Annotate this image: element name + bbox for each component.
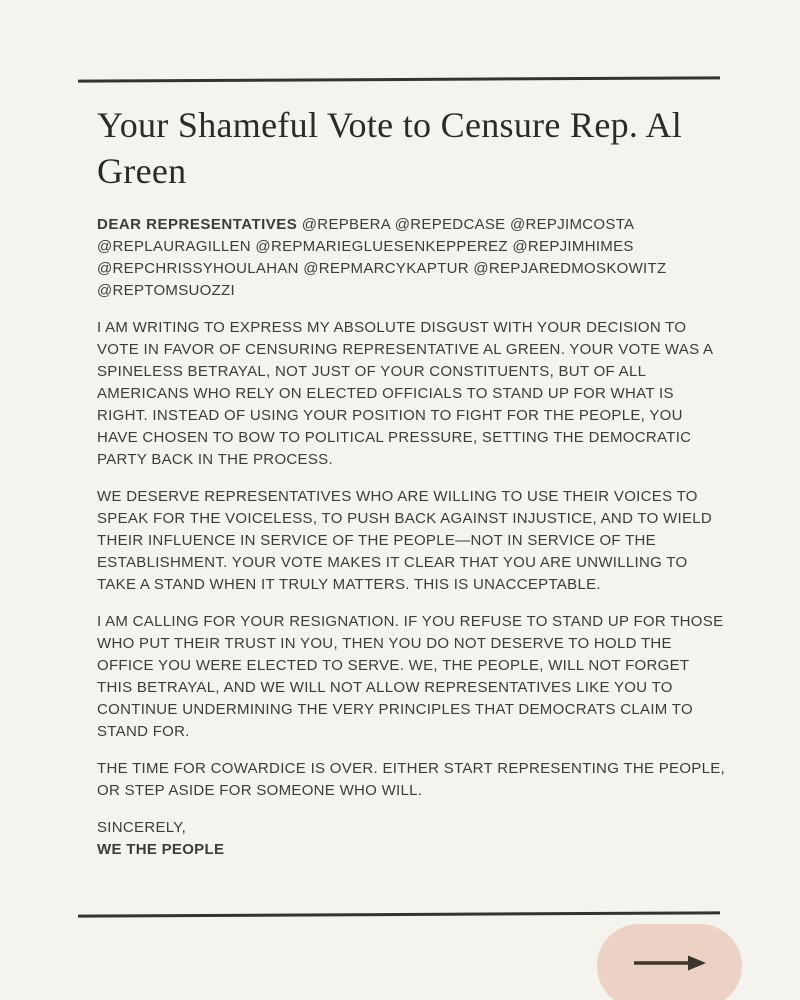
top-divider — [78, 76, 720, 82]
letter-content — [97, 102, 727, 861]
paragraph-2: WE DESERVE REPRESENTATIVES WHO ARE WILLING TO USE THEIR VOICES TO SPEAK FOR THE VOICELESS, TO PUSH BACK AGAINST INJUSTICE, AND TO WIELD THEIR INFLUENCE IN SERVICE OF THE PEOPLE—NOT IN SERVICE OF THE ESTABLISHMENT. YOUR VOTE MAKES IT CLEAR THAT YOU ARE UNWILLING TO TAKE A STAND WHEN IT TRULY MATTERS. THIS IS UNACCEPTABLE. — [97, 488, 713, 593]
salutation-handles: @REPBERA @REPEDCASE @REPJIMCOSTA @REPLAURAGILLEN @REPMARIEGLUESENKEPPEREZ @REPJIMHIMES @REPCHRISSYHOULAHAN @REPMARCYKAPTUR @REPJAREDMOSKOWITZ @REPTOMSUOZZI — [97, 216, 667, 299]
next-button[interactable] — [597, 924, 742, 1000]
paragraph-3: I AM CALLING FOR YOUR RESIGNATION. IF YOU REFUSE TO STAND UP FOR THOSE WHO PUT THEIR TRUST IN YOU, THEN YOU DO NOT DESERVE TO HOLD THE OFFICE YOU WERE ELECTED TO SERVE. WE, THE PEOPLE, WILL NOT FORGET THIS BETRAYAL, AND WE WILL NOT ALLOW REPRESENTATIVES LIKE YOU TO CONTINUE UNDERMINING THE VERY PRINCIPLES THAT DEMOCRATS CLAIM TO STAND FOR. — [97, 613, 724, 740]
salutation — [97, 214, 727, 302]
closing-line: SINCERELY, — [97, 819, 187, 836]
signature-line: WE THE PEOPLE — [97, 841, 225, 858]
letter-title-line1: Your Shameful Vote to Censure Rep. Al — [97, 105, 683, 145]
salutation-lead: DEAR REPRESENTATIVES — [97, 216, 298, 233]
letter-title-line2: Green — [97, 151, 187, 191]
letter-title — [97, 102, 727, 194]
paragraph-1: I AM WRITING TO EXPRESS MY ABSOLUTE DISGUST WITH YOUR DECISION TO VOTE IN FAVOR OF CENSURING REPRESENTATIVE AL GREEN. YOUR VOTE WAS A SPINELESS BETRAYAL, NOT JUST OF YOUR CONSTITUENTS, BUT OF ALL AMERICANS WHO RELY ON ELECTED OFFICIALS TO STAND UP FOR WHAT IS RIGHT. INSTEAD OF USING YOUR POSITION TO FIGHT FOR THE PEOPLE, YOU HAVE CHOSEN TO BOW TO POLITICAL PRESSURE, SETTING THE DEMOCRATIC PARTY BACK IN THE PROCESS. — [97, 319, 713, 468]
paragraph-4: THE TIME FOR COWARDICE IS OVER. EITHER START REPRESENTING THE PEOPLE, OR STEP ASIDE FOR SOMEONE WHO WILL. — [97, 760, 726, 799]
arrow-right-icon — [632, 958, 708, 974]
letter-body — [97, 214, 727, 861]
bottom-divider — [78, 911, 720, 917]
